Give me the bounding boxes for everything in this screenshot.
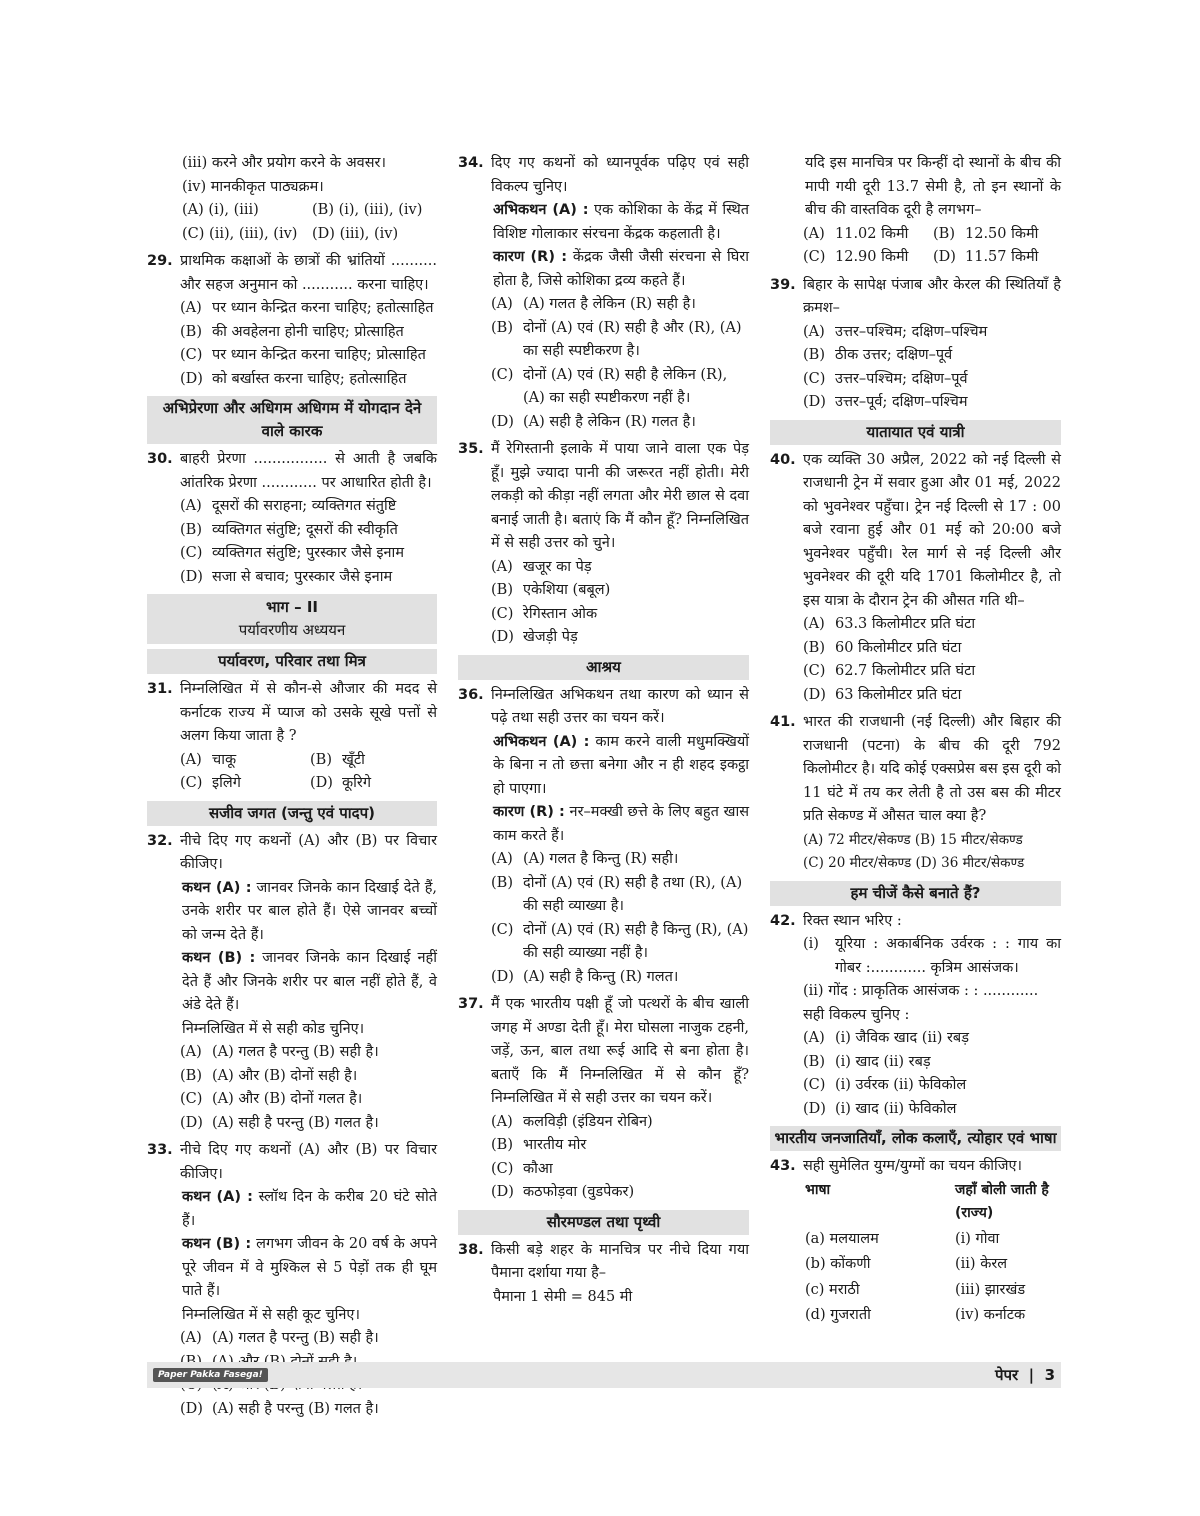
option: (D) (A) सही है किन्तु (R) गलत।: [491, 968, 679, 985]
table-cell: (ii) केरल: [955, 1256, 1008, 1272]
table-cell: (b) कोंकणी: [805, 1256, 871, 1272]
question-39: [770, 274, 1061, 321]
statement-b: कथन (B) : जानवर जिनके कान दिखाई नहीं देते हैं और जिनके शरीर पर बाल नहीं होते हैं, वे अंडे देते हैं।: [182, 950, 437, 1013]
question-number: 35.: [458, 441, 484, 457]
option: (A) पर ध्यान केन्द्रित करना चाहिए; हतोत्साहित: [180, 300, 434, 316]
option: (A) दूसरों की सराहना; व्यक्तिगत संतुष्टि: [180, 498, 397, 514]
option: (C) व्यक्तिगत संतुष्टि; पुरस्कार जैसे इनाम: [180, 545, 404, 561]
question-prompt: निम्नलिखित में से सही कोड चुनिए।: [182, 1020, 365, 1037]
option: (A) खजूर का पेड़: [491, 558, 592, 575]
question-text: रिक्त स्थान भरिए :: [803, 912, 902, 929]
question-34: [458, 152, 749, 199]
option: (A) (i) जैविक खाद (ii) रबड़: [803, 1030, 969, 1046]
question-number: 29.: [147, 253, 173, 269]
question-text: बिहार के सापेक्ष पंजाब और केरल की स्थितियाँ है क्रमश–: [803, 276, 1061, 316]
section-heading: सजीव जगत (जन्तु एवं पादप): [147, 801, 437, 826]
question-33: [147, 1139, 437, 1186]
section-heading: पर्यावरण, परिवार तथा मित्र: [147, 649, 437, 674]
table-cell: (iv) कर्नाटक: [955, 1307, 1026, 1323]
option: (D) कूरिगे: [310, 775, 371, 791]
question-number: 34.: [458, 155, 484, 171]
option: (B) 60 किलोमीटर प्रति घंटा: [803, 639, 962, 656]
question-36: [458, 684, 749, 731]
match-table: [770, 1179, 1061, 1328]
option: (A) (A) गलत है परन्तु (B) सही है।: [180, 1044, 379, 1060]
part-heading: [147, 594, 437, 644]
option: (B) व्यक्तिगत संतुष्टि; दूसरों की स्वीकृति: [180, 521, 398, 538]
question-29: [147, 250, 437, 297]
q28-options: [147, 199, 437, 246]
part-subtitle: पर्यावरणीय अध्ययन: [238, 621, 346, 639]
question-prompt: सही विकल्प चुनिए :: [803, 1006, 910, 1023]
column-2: [458, 152, 749, 1309]
reason: कारण (R) : केंद्रक जैसी जैसी संरचना से घिरा होता है, जिसे कोशिका द्रव्य कहते हैं।: [493, 249, 750, 289]
question-number: 37.: [458, 996, 484, 1012]
option: (C) (i) उर्वरक (ii) फेविकोल: [803, 1077, 967, 1093]
table-cell: (i) गोवा: [955, 1230, 1000, 1247]
option: (D) 63 किलोमीटर प्रति घंटा: [803, 686, 962, 703]
question-32: [147, 830, 437, 877]
question-38: [458, 1239, 749, 1286]
blank-i: (i) यूरिया : अकार्बनिक उर्वरक : : गाय का गोबर :............ कृत्रिम आसंजक।: [803, 936, 1061, 976]
table-header-language: भाषा: [805, 1181, 831, 1198]
table-cell: (a) मलयालम: [805, 1230, 879, 1247]
option: (B) भारतीय मोर: [491, 1137, 587, 1153]
option: (D) सजा से बचाव; पुरस्कार जैसे इनाम: [180, 568, 393, 585]
reason: कारण (R) : नर–मक्खी छत्ते के लिए बहुत खास काम करते हैं।: [493, 804, 750, 844]
question-text: एक व्यक्ति 30 अप्रैल, 2022 को नई दिल्ली से राजधानी ट्रेन में सवार हुआ और 01 मई, 2022 को भुवनेश्वर पहुँचा। ट्रेन नई दिल्ली से 17 : 00 बजे रवाना हुई और 01 मई को 20:00 बजे भुवनेश्वर पहुँची। रेल मार्ग से नई दिल्ली और भुवनेश्वर की दूरी यदि 1701 किलोमीटर है, तो इस यात्रा के दौरान ट्रेन की औसत गति थी–: [803, 451, 1061, 609]
option: (C) दोनों (A) एवं (R) सही है लेकिन (R), (A) का सही स्पष्टीकरण नहीं है।: [491, 366, 728, 406]
option: (C) इलिगे: [180, 775, 241, 791]
question-31: [147, 678, 437, 749]
question-number: 42.: [770, 912, 796, 929]
option: (B) खूँटी: [310, 751, 365, 768]
question-41: [770, 711, 1061, 829]
column-1: [147, 152, 437, 1421]
option: (C) रेगिस्तान ओक: [491, 605, 598, 622]
assertion: अभिकथन (A) : एक कोशिका के केंद्र में स्थित विशिष्ट गोलाकार संरचना केंद्रक कहलाती है।: [493, 202, 749, 242]
statement-a: कथन (A) : जानवर जिनके कान दिखाई देते हैं, उनके शरीर पर बाल होते हैं। ऐसे जानवर बच्चों को जन्म देते हैं।: [182, 879, 438, 943]
statement-a: कथन (A) : स्लॉथ दिन के करीब 20 घंटे सोते हैं।: [182, 1189, 437, 1229]
option: (D) (A) सही है लेकिन (R) गलत है।: [491, 413, 696, 430]
section-heading: अभिप्रेरणा और अधिगम अधिगम में योगदान देने वाले कारक: [147, 396, 437, 444]
option: (B) (i), (iii), (iv): [312, 202, 423, 218]
question-text: मैं एक भारतीय पक्षी हूँ जो पत्थरों के बीच खाली जगह में अण्डा देती हूँ। मेरा घोसला नाजुक टहनी, जड़ें, ऊन, बाल तथा रूई आदि से बना होता है। बताएँ कि मैं निम्नलिखित में से कौन हूँ? निम्नलिखित में से सही उत्तर का चयन करें।: [491, 996, 749, 1106]
option: (D) 11.57 किमी: [933, 249, 1039, 265]
q41-options-row-1: (A) 72 मीटर/सेकण्ड (B) 15 मीटर/सेकण्ड: [803, 831, 1023, 848]
option: (B) ठीक उत्तर; दक्षिण–पूर्व: [803, 347, 953, 363]
question-text: किसी बड़े शहर के मानचित्र पर नीचे दिया गया पैमाना दर्शाया गया है–: [491, 1241, 749, 1281]
option: (A) (A) गलत है परन्तु (B) सही है।: [180, 1330, 379, 1346]
option: (A) 11.02 किमी: [803, 225, 909, 242]
question-40: [770, 449, 1061, 614]
option: (B) एकेशिया (बबूल): [491, 582, 611, 598]
statement-b: कथन (B) : लगभग जीवन के 20 वर्ष के अपने पूरे जीवन में वे मुश्किल से 5 पेड़ों तक ही घूम पाते हैं।: [182, 1236, 438, 1299]
question-37: [458, 993, 749, 1111]
question-text: बाहरी प्रेरणा ................ से आती है जबकि आंतरिक प्रेरणा ............ पर आधारित होती है।: [180, 451, 437, 491]
option: (D) खेजड़ी पेड़: [491, 629, 578, 645]
option: (B) (i) खाद (ii) रबड़: [803, 1053, 931, 1070]
question-number: 43.: [770, 1158, 796, 1174]
map-scale: पैमाना 1 सेमी = 845 मी: [493, 1288, 633, 1305]
question-text: दिए गए कथनों को ध्यानपूर्वक पढ़िए एवं सही विकल्प चुनिए।: [491, 155, 749, 195]
question-35: [458, 438, 749, 556]
option: (C) 12.90 किमी: [803, 249, 909, 265]
q28-item-iv: (iv) मानकीकृत पाठ्यक्रम।: [182, 178, 324, 195]
option: (A) (i), (iii): [182, 202, 259, 218]
brand-logo: Paper Pakka Fasega!: [153, 1368, 268, 1382]
section-heading: भारतीय जनजातियाँ, लोक कलाएँ, त्योहार एवं भाषा: [770, 1126, 1061, 1151]
page-number: पेपर | 3: [995, 1366, 1055, 1384]
question-text: सही सुमेलित युग्म/युग्मों का चयन कीजिए।: [803, 1158, 1023, 1174]
q28-item-iii: (iii) करने और प्रयोग करने के अवसर।: [182, 155, 386, 171]
option: (D) कठफोड़वा (वुडपेकर): [491, 1184, 635, 1200]
question-number: 30.: [147, 451, 173, 467]
option: (D) उत्तर–पूर्व; दक्षिण–पश्चिम: [803, 394, 968, 410]
option: (D) को बर्खास्त करना चाहिए; हतोत्साहित: [180, 370, 407, 387]
question-30: [147, 448, 437, 495]
question-text: मैं रेगिस्तानी इलाके में पाया जाने वाला एक पेड़ हूँ। मुझे ज्यादा पानी की जरूरत नहीं होती। मेरी लकड़ी को कीड़ा नहीं लगता और मेरी छाल से दवा बनाई जाती है। बताएं कि मैं कौन हूँ? निम्नलिखित में से सही उत्तर को चुने।: [491, 441, 749, 551]
q31-options: [147, 749, 437, 796]
q38-continuation: यदि इस मानचित्र पर किन्हीं दो स्थानों के बीच की मापी गयी दूरी 13.7 सेमी है, तो इन स्थानों के बीच की वास्तविक दूरी है लगभग–: [805, 155, 1061, 218]
question-text: भारत की राजधानी (नई दिल्ली) और बिहार की राजधानी (पटना) के बीच की दूरी 792 किलोमीटर है। यदि कोई एक्सप्रेस बस इस दूरी को 11 घंटे में तय कर लेती है तो उस बस की मीटर प्रति सेकण्ड में औसत चाल क्या है?: [803, 714, 1061, 824]
question-text: नीचे दिए गए कथनों (A) और (B) पर विचार कीजिए।: [180, 832, 437, 872]
option: (B) दोनों (A) एवं (R) सही है और (R), (A) का सही स्पष्टीकरण है।: [491, 319, 742, 359]
question-text: निम्नलिखित अभिकथन तथा कारण को ध्यान से पढ़े तथा सही उत्तर का चयन करें।: [491, 686, 749, 726]
part-title: भाग – II: [266, 598, 318, 616]
option: (C) 62.7 किलोमीटर प्रति घंटा: [803, 663, 976, 679]
option: (B) दोनों (A) एवं (R) सही है तथा (R), (A) की सही व्याख्या है।: [491, 874, 743, 914]
option: (A) उत्तर–पश्चिम; दक्षिण–पश्चिम: [803, 323, 988, 340]
section-heading: आश्रय: [458, 655, 749, 680]
question-number: 41.: [770, 714, 796, 730]
question-number: 40.: [770, 451, 796, 468]
column-3: [770, 152, 1061, 1328]
option: (C) (A) और (B) दोनों गलत है।: [180, 1091, 363, 1107]
question-number: 32.: [147, 832, 173, 849]
option: (A) (A) गलत है लेकिन (R) सही है।: [491, 296, 696, 312]
question-text: निम्नलिखित में से कौन-से औजार की मदद से कर्नाटक राज्य में प्याज को उसके सूखे पत्तों से अलग किया जाता है ?: [180, 681, 437, 744]
option: (C) पर ध्यान केन्द्रित करना चाहिए; प्रोत्साहित: [180, 347, 426, 363]
option: (C) (ii), (iii), (iv): [182, 225, 298, 242]
option: (A) चाकू: [180, 751, 237, 768]
section-heading: हम चीजें कैसे बनाते हैं?: [770, 881, 1061, 906]
option: (B) की अवहेलना होनी चाहिए; प्रोत्साहित: [180, 323, 404, 340]
option: (B) (A) और (B) दोनों सही है।: [180, 1067, 358, 1084]
question-number: 31.: [147, 681, 173, 697]
q38-options: [770, 223, 1061, 270]
question-42: [770, 910, 1061, 934]
table-cell: (d) गुजराती: [805, 1307, 871, 1323]
assertion: अभिकथन (A) : काम करने वाली मधुमक्खियों के बिना न तो छत्ता बनेगा और न ही शहद इकट्ठा हो पाएगा।: [493, 733, 749, 797]
question-number: 36.: [458, 686, 484, 703]
blank-ii: (ii) गोंद : प्राकृतिक आसंजक : : ............: [803, 983, 1039, 999]
table-cell: (c) मराठी: [805, 1281, 860, 1298]
option: (A) 63.3 किलोमीटर प्रति घंटा: [803, 616, 976, 632]
question-number: 38.: [458, 1241, 484, 1258]
option: (A) (A) गलत है किन्तु (R) सही।: [491, 851, 679, 867]
option: (D) (iii), (iv): [312, 225, 399, 242]
option: (D) (i) खाद (ii) फेविकोल: [803, 1100, 957, 1117]
question-text: नीचे दिए गए कथनों (A) और (B) पर विचार कीजिए।: [180, 1142, 437, 1182]
question-number: 33.: [147, 1142, 173, 1158]
option: (D) (A) सही है परन्तु (B) गलत है।: [180, 1114, 379, 1131]
section-heading: यातायात एवं यात्री: [770, 420, 1061, 445]
option: (A) कलविड़ी (इंडियन रोबिन): [491, 1113, 653, 1130]
option: (B) 12.50 किमी: [933, 225, 1039, 242]
q41-options-row-2: (C) 20 मीटर/सेकण्ड (D) 36 मीटर/सेकण्ड: [803, 855, 1025, 871]
question-prompt: निम्नलिखित में से सही कूट चुनिए।: [182, 1306, 360, 1323]
table-cell: (iii) झारखंड: [955, 1281, 1026, 1298]
question-number: 39.: [770, 276, 796, 293]
option: (C) उत्तर–पश्चिम; दक्षिण–पूर्व: [803, 370, 968, 387]
question-43: [770, 1155, 1061, 1179]
table-header-state: जहाँ बोली जाती है (राज्य): [955, 1181, 1049, 1221]
option: (C) दोनों (A) एवं (R) सही है किन्तु (R), (A) की सही व्याख्या नहीं है।: [491, 921, 749, 961]
section-heading: सौरमण्डल तथा पृथ्वी: [458, 1210, 749, 1235]
page-footer: [147, 1362, 1061, 1388]
option: (D) (A) सही है परन्तु (B) गलत है।: [180, 1400, 379, 1417]
option: (C) कौआ: [491, 1160, 553, 1177]
question-text: प्राथमिक कक्षाओं के छात्रों की भ्रांतियों .......... और सहज अनुमान को ........... करना चाहिए।: [180, 253, 437, 293]
